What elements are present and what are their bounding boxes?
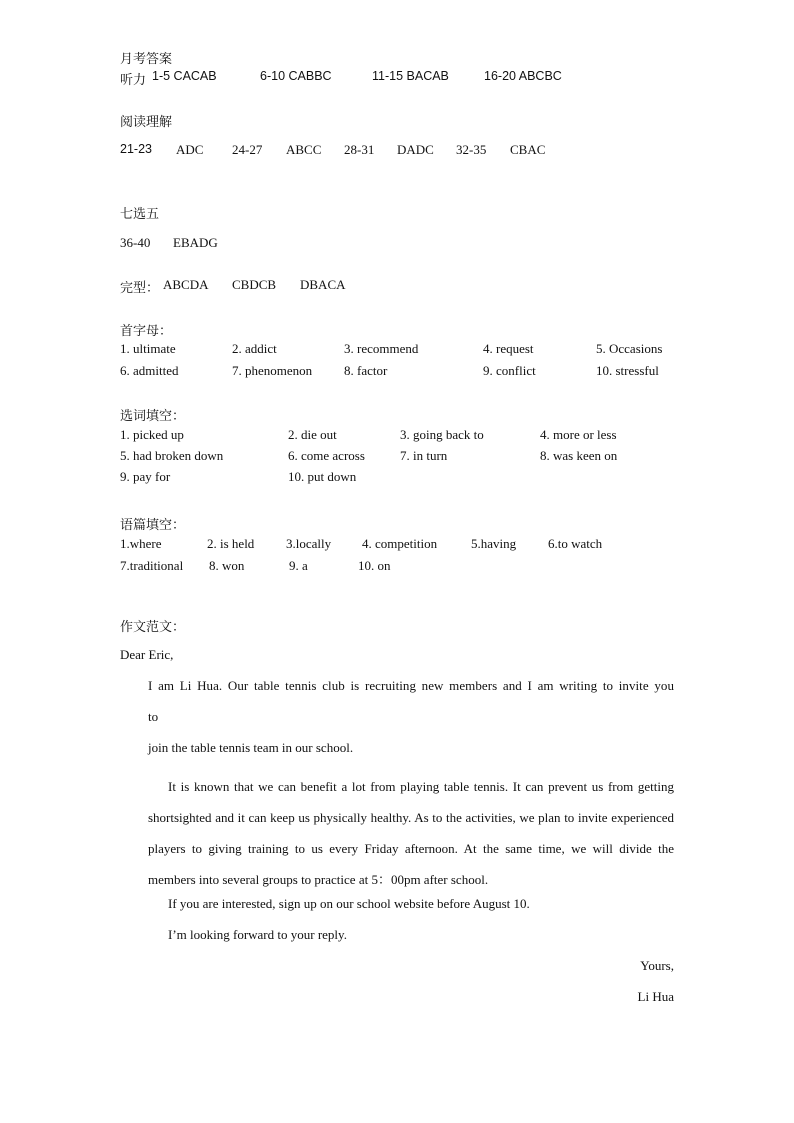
initial-letter-item: 1. ultimate — [120, 341, 176, 356]
cloze-answer: ABCDA — [163, 277, 209, 292]
initial-letter-heading: 首字母： — [120, 324, 173, 339]
phrase-fill-item: 9. pay for — [120, 469, 171, 484]
reading-range: 28-31 — [344, 142, 375, 157]
essay-paragraph-2 — [148, 771, 674, 895]
reading-answer: DADC — [397, 142, 434, 157]
reading-range: 24-27 — [232, 142, 263, 157]
cloze-label: 完型： — [120, 281, 160, 296]
phrase-fill-item: 1. picked up — [120, 427, 184, 442]
essay-p1-line1: I am Li Hua. Our table tennis club is recruiting new members and I am writing to invite you — [148, 678, 674, 693]
reading-answer: CBAC — [510, 142, 546, 157]
initial-letter-item: 2. addict — [232, 341, 277, 356]
phrase-fill-item: 3. going back to — [400, 427, 484, 442]
listening-answer: 1-5 CACAB — [152, 69, 217, 83]
reading-answer: ADC — [176, 142, 204, 157]
grammar-fill-item: 6.to watch — [548, 536, 603, 551]
essay-signature: Li Hua — [637, 989, 674, 1004]
essay-paragraph-3: If you are interested, sign up on our school website before August 10. — [168, 896, 530, 911]
phrase-fill-item: 7. in turn — [400, 448, 448, 463]
essay-p1-line3: join the table tennis team in our school. — [148, 740, 354, 755]
phrase-fill-heading: 选词填空： — [120, 409, 186, 424]
seven-choose-five-heading: 七选五 — [120, 207, 160, 222]
initial-letter-item: 5. Occasions — [596, 341, 663, 356]
initial-letter-item: 10. stressful — [596, 363, 659, 378]
listening-answer: 16-20 ABCBC — [484, 69, 562, 83]
grammar-fill-item: 5.having — [471, 536, 517, 551]
phrase-fill-item: 8. was keen on — [540, 448, 618, 463]
essay-closing: Yours, — [640, 958, 674, 973]
listening-answer: 11-15 BACAB — [372, 69, 449, 83]
page-title: 月考答案 — [120, 52, 173, 67]
cloze-answer: CBDCB — [232, 277, 277, 292]
seven-choose-five-range: 36-40 — [120, 235, 151, 250]
phrase-fill-item: 2. die out — [288, 427, 337, 442]
grammar-fill-item: 3.locally — [286, 536, 332, 551]
initial-letter-item: 3. recommend — [344, 341, 419, 356]
reading-range: 21-23 — [120, 142, 152, 156]
cloze-answer: DBACA — [300, 277, 346, 292]
seven-choose-five-answer: EBADG — [173, 235, 218, 250]
essay-paragraph-4: I’m looking forward to your reply. — [168, 927, 347, 942]
essay-paragraph-1 — [148, 678, 674, 694]
phrase-fill-item: 10. put down — [288, 469, 357, 484]
reading-range: 32-35 — [456, 142, 487, 157]
essay-p2-text: It is known that we can benefit a lot from playing table tennis. It can prevent us from getting shortsighted and it can keep us physically healthy. As to the activities, we plan to invite experienced players to giving training to us every Friday afternoon. At the same time, we will divide the members into several groups to practice at 5：00pm after school. — [148, 779, 674, 887]
grammar-fill-item: 2. is held — [207, 536, 255, 551]
essay-heading: 作文范文： — [120, 620, 186, 635]
grammar-fill-heading: 语篇填空： — [120, 518, 186, 533]
initial-letter-item: 8. factor — [344, 363, 388, 378]
initial-letter-item: 4. request — [483, 341, 534, 356]
grammar-fill-item: 8. won — [209, 558, 245, 573]
reading-heading: 阅读理解 — [120, 115, 173, 130]
listening-label: 听力 — [120, 73, 147, 88]
phrase-fill-item: 5. had broken down — [120, 448, 224, 463]
listening-answer: 6-10 CABBC — [260, 69, 332, 83]
grammar-fill-item: 1.where — [120, 536, 162, 551]
reading-answer: ABCC — [286, 142, 322, 157]
grammar-fill-item: 4. competition — [362, 536, 438, 551]
phrase-fill-item: 4. more or less — [540, 427, 617, 442]
initial-letter-item: 7. phenomenon — [232, 363, 313, 378]
initial-letter-item: 6. admitted — [120, 363, 179, 378]
grammar-fill-item: 9. a — [289, 558, 308, 573]
phrase-fill-item: 6. come across — [288, 448, 365, 463]
essay-salutation: Dear Eric, — [120, 647, 174, 662]
grammar-fill-item: 7.traditional — [120, 558, 184, 573]
essay-p1-line2: to — [148, 709, 159, 724]
grammar-fill-item: 10. on — [358, 558, 391, 573]
initial-letter-item: 9. conflict — [483, 363, 536, 378]
